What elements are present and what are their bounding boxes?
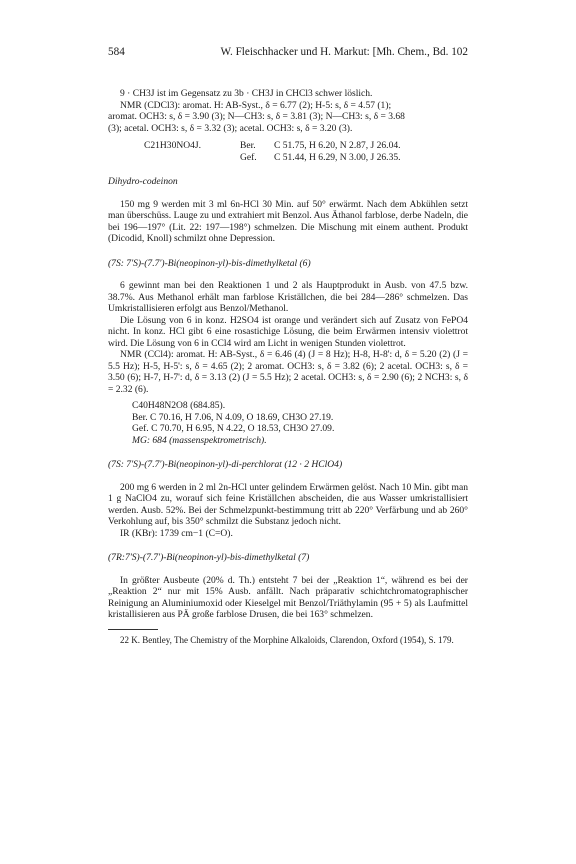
main-text: [108, 88, 468, 646]
section-heading-perchlorate: (7S: 7'S)-(7.7')-Bi(neopinon-yl)-di-perchlorat (12 · 2 HClO4): [108, 459, 343, 470]
running-title: W. Fleischhacker und H. Markut: [Mh. Chem., Bd. 102: [220, 46, 468, 58]
found-values-6: Gef. C 70.70, H 6.95, N 4.22, O 18.53, CH3O 27.09.: [132, 423, 335, 434]
section-heading-compound-7: (7R:7'S)-(7.7')-Bi(neopinon-yl)-bis-dimethylketal (7): [108, 552, 310, 563]
paragraph-compound-6-yield: 6 gewinnt man bei den Reaktionen 1 und 2 als Hauptprodukt in Ausb. von 47.5 bzw. 38.7%. Aus Methanol erhält man farblose Kriställchen, die bei 284—286° schmelzen. Das Umkristallisieren erfolgt aus Benzol/Methanol.: [108, 280, 468, 314]
footnote-rule: [108, 629, 158, 630]
section-heading-dihydrocodeinon: Dihydro-codeinon: [108, 176, 178, 187]
ir-line: IR (KBr): 1739 cm−1 (C=O).: [120, 527, 233, 539]
analysis-block-1: [144, 140, 468, 163]
footnote-22: 22 K. Bentley, The Chemistry of the Morphine Alkaloids, Clarendon, Oxford (1954), S. 179.: [120, 634, 454, 645]
paragraph-perchlorate: 200 mg 6 werden in 2 ml 2n-HCl unter gelindem Erwärmen gelöst. Nach 10 Min. gibt man 1 g NaClO4 zu, worauf sich feine Kriställchen abscheiden, die aus Wasser umkristallisiert werden. Ausb. 52%. Bei der Schmelzpunkt-bestimmung tritt ab 220° Verfärbung und ab 260° Verkohlung auf, bis 350° schmilzt die Substanz jedoch nicht.: [108, 481, 468, 527]
calc-values-6: Ber. C 70.16, H 7.06, N 4.09, O 18.69, CH3O 27.19.: [132, 411, 334, 423]
molecular-formula: C21H30NO4J.: [144, 140, 202, 151]
found-values: C 51.44, H 6.29, N 3.00, J 26.35.: [274, 151, 401, 163]
molecular-weight: MG: 684 (massenspektrometrisch).: [132, 434, 267, 446]
page-number: 584: [108, 46, 125, 58]
section-heading-compound-6: (7S: 7'S)-(7.7')-Bi(neopinon-yl)-bis-dimethylketal (6): [108, 257, 311, 269]
paragraph-dihydrocodeinon: 150 mg 9 werden mit 3 ml 6n-HCl 30 Min. auf 50° erwärmt. Nach dem Abkühlen setzt man überschüss. Lauge zu und extrahiert mit Benzol. Aus Äthanol farblose, derbe Nadeln, die bei 196—197° (Lit. 22: 197—198°) schmelzen. Die Mischung mit einem authent. Produkt (Dicodid, Knoll) schmilzt ohne Depression.: [108, 198, 468, 244]
analysis-block-2: [132, 400, 468, 446]
calc-values: C 51.75, H 6.20, N 2.87, J 26.04.: [274, 140, 401, 151]
paragraph-solubility: 9 · CH3J ist im Gegensatz zu 3b · CH3J in CHCl3 schwer löslich.: [120, 88, 373, 99]
molecular-formula-6: C40H48N2O8 (684.85).: [132, 400, 226, 411]
nmr-line-2: aromat. OCH3: s, δ = 3.90 (3); N—CH3: s, δ = 3.81 (3); N—CH3: s, δ = 3.68: [108, 111, 405, 122]
calc-label: Ber.: [240, 140, 256, 151]
nmr-line-3: (3); acetal. OCH3: s, δ = 3.32 (3); acetal. OCH3: s, δ = 3.20 (3).: [108, 122, 353, 134]
found-label: Gef.: [240, 151, 257, 163]
paragraph-compound-6-solution: Die Lösung von 6 in konz. H2SO4 ist orange und verändert sich auf Zusatz von FePO4 nicht. In konz. HCl gibt 6 eine rosastichige Lösung, die beim Erwärmen intensiv violettrot wird. Die Lösung von 6 in CCl4 wird am Licht in wenigen Stunden violettrot.: [108, 314, 468, 349]
paragraph-compound-6-nmr: NMR (CCl4): aromat. H: AB-Syst., δ = 6.46 (4) (J = 8 Hz); H-8, H-8': d, δ = 5.20 (2) (J = 5.5 Hz); H-5, H-5': s, δ = 4.65 (2); 2 aromat. OCH3: s, δ = 3.82 (6); 2 acetal. OCH3: s, δ = 3.50 (6); H-7, H-7': d, δ = 3.13 (2) (J = 5.5 Hz); 2 acetal. OCH3: s, δ = 2.90 (6); 2 NCH3: s, δ = 2.32 (6).: [108, 349, 468, 395]
nmr-line-1: NMR (CDCl3): aromat. H: AB-Syst., δ = 6.77 (2); H-5: s, δ = 4.57 (1);: [120, 99, 392, 111]
paragraph-compound-7: In größter Ausbeute (20% d. Th.) entsteht 7 bei der „Reaktion 1“, während es bei der „Reaktion 2“ nur mit 15% Ausb. anfällt. Nach präparativ schichtchromatographischer Reinigung an Aluminiumoxid oder Kieselgel mit Benzol/Triäthylamin (95 + 5) als Laufmittel kristallisieren aus PÄ große farblose Drusen, die bei 163° schmelzen.: [108, 574, 468, 620]
